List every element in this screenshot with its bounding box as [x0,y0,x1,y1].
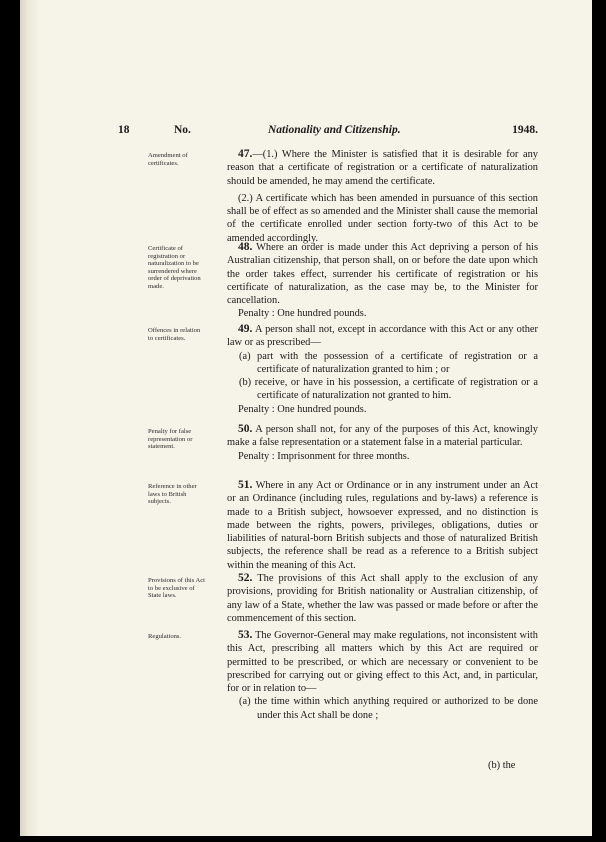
document-page [20,0,592,836]
act-number-label: No. [174,124,191,136]
margin-note-49: Offences in relation to certificates. [148,327,201,342]
section-number: 47. [238,148,253,160]
margin-note-53: Regulations. [148,633,182,640]
section-48 [227,241,538,321]
act-year: 1948. [512,124,538,136]
section-49 [227,323,538,416]
section-number: 53. [238,629,253,641]
list-item: (a) the time within which anything required or authorized to be done under this Act shall be done ; [239,696,538,721]
section-paragraph: 49. A person shall not, except in accordance with this Act or any other law or as prescribed— [227,323,538,349]
section-50 [227,423,538,463]
section-paragraph: 53. The Governor-General may make regulations, not inconsistent with this Act, prescribing all matters which by this Act are required or permitted to be prescribed, or which are necessary or convenient to be prescribed for carrying out or giving effect to this Act, and, in particular, for or in relation to— [227,629,538,695]
penalty: Penalty : Imprisonment for three months. [238,450,410,462]
running-header [118,124,538,140]
section-paragraph: 47.—(1.) Where the Minister is satisfied that it is desirable for any reason that a certificate of registration or a certificate of naturalization should be amended, he may amend the certificate. [227,148,538,187]
margin-note-52: Provisions of this Act to be exclusive of State laws. [148,577,205,600]
page-edge [20,0,38,836]
margin-note-51: Reference in other laws to British subjects. [148,483,197,506]
section-52 [227,572,538,625]
margin-note-48: Certificate of registration or naturalization to be surrendered where order of deprivation made. [148,245,201,290]
list-item: (b) receive, or have in his possession, a certificate of registration or a certificate of naturalization not granted to him. [239,377,538,402]
section-paragraph: 48. Where an order is made under this Act depriving a person of his Australian citizenship, that person shall, on or before the date upon which the order takes effect, surrender his certificate of registration or his certificate of naturalization, as the case may be, to the Minister for cancellation. [227,241,538,307]
list-item: (a) part with the possession of a certificate of registration or a certificate of naturalization granted to him ; or [239,350,538,375]
section-number: 50. [238,423,253,435]
section-paragraph: 50. A person shall not, for any of the purposes of this Act, knowingly make a false representation or a statement false in a material particular. [227,423,538,449]
section-number: 48. [238,241,253,253]
penalty: Penalty : One hundred pounds. [238,308,367,320]
page-number: 18 [118,124,130,136]
section-53 [227,629,538,722]
catchword: (b) the [488,760,516,771]
penalty: Penalty : One hundred pounds. [238,403,367,415]
section-paragraph: 52. The provisions of this Act shall apply to the exclusion of any provisions, providing for British nationality or Australian citizenship, of any law of a State, whether the law was passed or made before or after the commencement of this section. [227,572,538,624]
section-number: 51. [238,479,253,491]
section-paragraph: 51. Where in any Act or Ordinance or in any instrument under an Act or an Ordinance (including rules, regulations and by-laws) a reference is made to a British subject, howsoever expressed, and no distinction is made between the rights, powers, privileges, obligations, duties or liabilities of natural-born British subjects and those of naturalized British subjects, the reference shall be read as a reference to a British subject within the meaning of this Act. [227,479,538,571]
section-47 [227,148,538,245]
section-number: 49. [238,323,253,335]
act-title: Nationality and Citizenship. [268,124,401,136]
section-paragraph: (2.) A certificate which has been amended in pursuance of this section shall be of effect as so amended and the Minister shall cause the memorial of the certificate enrolled under section forty-two of this Act to be amended accordingly. [227,192,538,244]
margin-note-50: Penalty for false representation or statement. [148,428,193,451]
section-51 [227,479,538,572]
margin-note-47: Amendment of certificates. [148,152,188,167]
section-number: 52. [238,572,253,584]
